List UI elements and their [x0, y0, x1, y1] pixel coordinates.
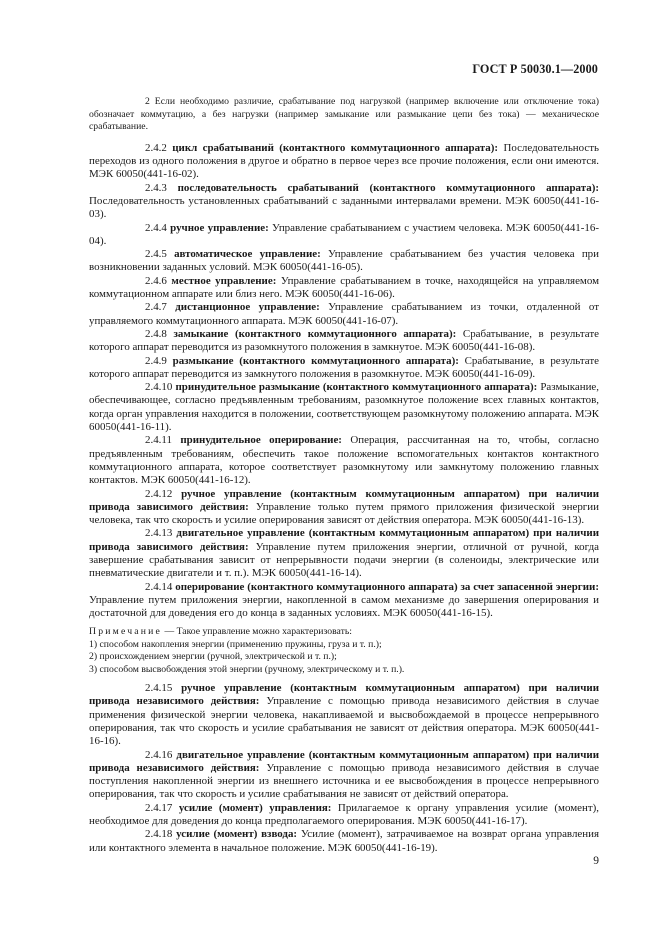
item-text: Срабатывание, в результате которого аппарат переводится из замкнутого положения в разомкнутое. МЭК 60050(441-16-09). — [89, 354, 600, 380]
item-term: ручное управление (контактным коммутационным аппаратом) при наличии привода зависимого действия: — [89, 487, 600, 513]
definition-item — [89, 434, 599, 487]
item-text: Последовательность установленных срабатываний с заданными интервалами времени. МЭК 60050(441-16-03). — [89, 194, 599, 221]
item-number: 2.4.8 — [145, 327, 167, 340]
item-term: цикл срабатываний (контактного коммутационного аппарата): — [172, 141, 499, 154]
page-header: ГОСТ Р 50030.1—2000 — [472, 62, 598, 76]
definition-item — [89, 527, 599, 580]
item-term: размыкание (контактного коммутационного аппарата): — [172, 354, 459, 367]
item-text: Прилагаемое к органу управления усилие (момент), необходимое для доведения до конца предполагаемого оперирования. МЭК 60050(441-16-17). — [89, 801, 599, 828]
item-term: усилие (момент) управления: — [178, 801, 332, 814]
definition-item — [89, 301, 599, 328]
note-block — [89, 626, 599, 676]
item-text: Управление срабатыванием в точке, находящейся на управляемом коммутационном аппарате или близ него. МЭК 60050(441-16-06). — [89, 274, 600, 301]
item-term: двигательное управление (контактным коммутационным аппаратом) при наличии привода зависимого действия: — [89, 527, 599, 553]
item-number: 2.4.18 — [145, 828, 173, 841]
definition-item — [89, 381, 599, 434]
item-term: местное управление: — [171, 274, 277, 287]
definition-item — [89, 828, 599, 855]
page-number: 9 — [593, 855, 599, 867]
document-body — [89, 96, 599, 855]
definitions-list-continued — [89, 682, 599, 855]
item-number: 2.4.4 — [145, 221, 167, 234]
item-number: 2.4.12 — [145, 487, 173, 500]
definition-item — [89, 749, 599, 802]
note-2: 2 Если необходимо различие, срабатывание под нагрузкой (например включение или отключение тока) обозначает коммутацию, а без нагрузки (например замыкание или размыкание цепи без тока) — механическое срабатывание. — [89, 96, 599, 133]
item-text: Управление путем приложения энергии, накопленной в самом механизме до завершения оперирования и достаточной для доведения его до конца в заданных условиях. МЭК 60050(441-16-15). — [89, 593, 599, 620]
item-number: 2.4.2 — [145, 141, 167, 154]
item-number: 2.4.6 — [145, 274, 167, 287]
item-text: Управление путем приложения энергии, отличной от ручной, когда завершение срабатывания зависит от непрерывности подачи энергии (в соленоиды, электрические или пневматические двигатели и т. п.). МЭК 60050(441-16-14). — [89, 540, 600, 580]
item-text: Операция, рассчитанная на то, чтобы, согласно предъявленным требованиям, обеспечить такое положение вспомогательных контактов контактного коммутационного аппарата, которое соответствует разомкнутому или замкнутому положению главных контактов. МЭК 60050(441-16-12). — [89, 434, 600, 487]
definition-item — [89, 328, 599, 355]
definition-item — [89, 581, 599, 621]
item-text: Управление только путем прямого приложения физической энергии человека, так что скорость и усилие оперирования зависят от действия оператора. МЭК 60050(441-16-13). — [89, 500, 599, 527]
note-intro: — Такое управление можно характеризовать: — [162, 626, 352, 638]
definition-item — [89, 222, 599, 249]
item-number: 2.4.16 — [145, 748, 173, 761]
definition-item — [89, 682, 599, 748]
item-number: 2.4.3 — [145, 181, 167, 194]
item-term: последовательность срабатываний (контактного коммутационного аппарата): — [177, 181, 600, 194]
item-term: ручное управление: — [170, 221, 269, 234]
item-term: двигательное управление (контактным коммутационным аппаратом) при наличии привода независимого действия: — [89, 748, 599, 774]
item-text: Усилие (момент), затрачиваемое на возврат органа управления или контактного элемента в начальное положение. МЭК 60050(441-16-19). — [89, 828, 599, 854]
item-number: 2.4.10 — [145, 381, 173, 394]
item-text: Срабатывание, в результате которого аппарат переводится из разомкнутого положения в замкнутое. МЭК 60050(441-16-08). — [89, 327, 599, 354]
item-number: 2.4.13 — [145, 527, 173, 540]
item-term: оперирование (контактного коммутационного аппарата) за счет запасенной энергии: — [175, 580, 599, 593]
item-text: Управление с помощью привода независимого действия в случае применения физической энергии человека, накапливаемой и высвобождаемой в процессе непрерывного оперирования, так что скорость и усилие срабатывания не зависят от действия оператора. МЭК 60050(441-16-16). — [89, 695, 599, 748]
definition-item — [89, 488, 599, 528]
item-text: Управление срабатыванием с участием человека. МЭК 60050(441-16-04). — [89, 221, 600, 247]
definition-item — [89, 248, 599, 275]
item-number: 2.4.9 — [145, 354, 167, 367]
item-text: Размыкание, обеспечивающее, согласно предъявленным требованиям, разомкнутое положение всех главных контактов, когда орган управления находится в положении, соответствующем разомкнутому положению аппарата. МЭК 60050(441-16-11). — [89, 381, 600, 434]
item-term: ручное управление (контактным коммутационным аппаратом) при наличии привода независимого действия: — [89, 682, 600, 708]
item-term: усилие (момент) взвода: — [176, 828, 298, 841]
item-number: 2.4.7 — [145, 301, 167, 314]
item-text: Управление срабатыванием из точки, отдаленной от управляемого коммутационного аппарата. МЭК 60050(441-16-07). — [89, 301, 599, 327]
item-text: Последовательность переходов из одного положения в другое и обратно в первое через все прочие положения, если они имеются. МЭК 60050(441-16-02). — [89, 141, 600, 181]
item-term: замыкание (контактного коммутационного аппарата): — [173, 327, 457, 340]
item-term: дистанционное управление: — [175, 301, 320, 314]
item-number: 2.4.11 — [145, 434, 172, 447]
definition-item — [89, 275, 599, 302]
note-line-2: 2) происхождением энергии (ручной, электрической и т. п.); — [89, 651, 337, 663]
definition-item — [89, 142, 599, 182]
item-number: 2.4.15 — [145, 682, 173, 695]
note-line-1: 1) способом накопления энергии (применению пружины, груза и т. п.); — [89, 638, 382, 650]
item-term: принудительное размыкание (контактного коммутационного аппарата): — [175, 381, 538, 394]
item-text: Управление с помощью привода независимого действия в случае поступления накопленной энергии из внешнего источника и ее высвобождения в процессе непрерывного оперирования, так что скорость и усилие срабатывания не зависят от действий оператора. — [89, 761, 599, 801]
note-heading — [89, 626, 599, 638]
note-label: Примечание — [89, 626, 163, 638]
item-number: 2.4.5 — [145, 248, 167, 261]
item-text: Управление срабатыванием без участия человека при возникновении заданных условий. МЭК 60050(441-16-05). — [89, 248, 600, 274]
note-line-3: 3) способом высвобождения этой энергии (ручному, электрическому и т. п.). — [89, 663, 405, 675]
definitions-list — [89, 142, 599, 621]
definition-item — [89, 802, 599, 829]
item-number: 2.4.14 — [145, 580, 173, 593]
item-term: принудительное оперирование: — [180, 434, 342, 447]
item-number: 2.4.17 — [145, 801, 173, 814]
item-term: автоматическое управление: — [174, 248, 321, 261]
definition-item — [89, 182, 599, 222]
definition-item — [89, 355, 599, 382]
